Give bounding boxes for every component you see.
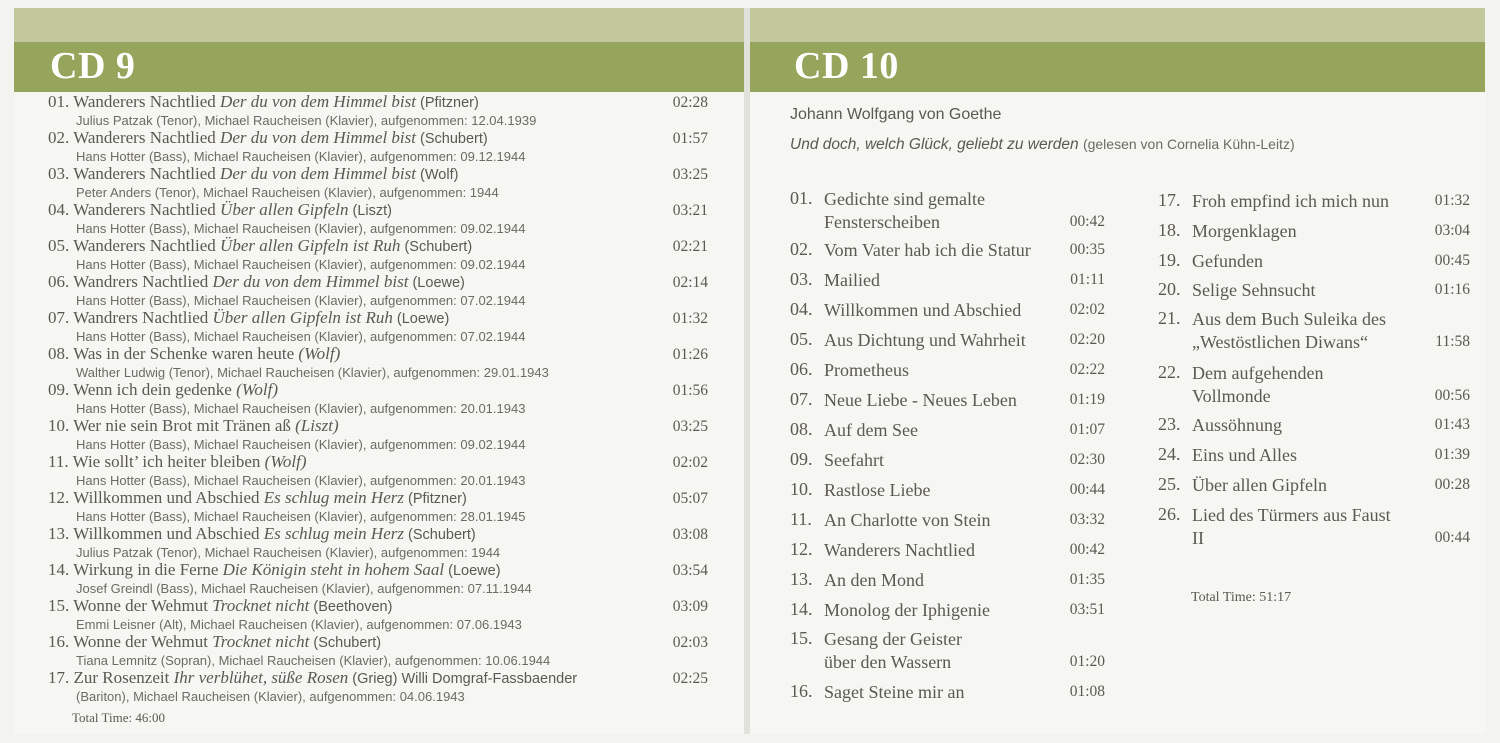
track-number: 25. <box>1158 474 1181 494</box>
track-subtitle: Der du von dem Himmel bist <box>212 272 409 291</box>
track-composer: (Schubert) <box>400 239 473 255</box>
track-row <box>48 236 708 272</box>
track-duration: 01:19 <box>1069 391 1105 408</box>
track-number: 02. <box>790 239 813 259</box>
track-number: 21. <box>1158 308 1181 328</box>
track-duration: 02:02 <box>672 454 708 471</box>
track-duration: 02:20 <box>1069 331 1105 348</box>
track-title: Wanderers Nachtlied <box>73 164 221 183</box>
track-duration: 01:32 <box>1434 192 1470 209</box>
track-number: 12. <box>790 539 813 559</box>
track-duration: 03:25 <box>672 418 708 435</box>
track-subtitle: Es schlug mein Herz <box>263 524 404 543</box>
track-performers: Hans Hotter (Bass), Michael Raucheisen (Klavier), aufgenommen: 20.01.1943 <box>76 473 526 488</box>
track-number: 20. <box>1158 279 1181 299</box>
track-performers: Tiana Lemnitz (Sopran), Michael Raucheisen (Klavier), aufgenommen: 10.06.1944 <box>76 653 551 668</box>
track-subtitle: (Wolf) <box>298 344 341 363</box>
track-row <box>48 596 708 632</box>
track-performers: Josef Greindl (Bass), Michael Raucheisen (Klavier), aufgenommen: 07.11.1944 <box>76 581 532 596</box>
track-line <box>48 524 476 544</box>
track-row <box>48 452 708 488</box>
track-duration: 11:58 <box>1435 333 1470 350</box>
track-line <box>48 452 307 472</box>
track-line <box>48 632 381 652</box>
track-number: 02. <box>48 128 70 147</box>
track-line <box>48 272 465 292</box>
track-number: 22. <box>1158 362 1181 382</box>
track-number: 11. <box>48 452 69 471</box>
track-title: Wonne der Wehmut <box>73 632 213 651</box>
track-duration: 03:09 <box>672 598 708 615</box>
track-line <box>48 488 467 508</box>
track-line <box>48 128 488 148</box>
track-subtitle: Der du von dem Himmel bist <box>220 164 416 183</box>
cd9-total-time: Total Time: 46:00 <box>72 710 165 725</box>
track-number: 06. <box>790 359 813 379</box>
track-duration: 01:39 <box>1434 446 1470 463</box>
track-row <box>1158 308 1470 356</box>
track-composer: (Pfitzner) <box>403 491 467 507</box>
cd9-panel <box>14 8 744 734</box>
track-number: 03. <box>48 164 70 183</box>
track-title: Lied des Türmers aus Faust II <box>1192 505 1391 548</box>
track-number: 17. <box>1158 190 1181 210</box>
track-line <box>48 308 449 328</box>
track-row <box>790 628 1105 676</box>
track-performers: Hans Hotter (Bass), Michael Raucheisen (Klavier), aufgenommen: 09.02.1944 <box>76 257 526 272</box>
track-duration: 05:07 <box>672 490 708 507</box>
track-performers: Hans Hotter (Bass), Michael Raucheisen (Klavier), aufgenommen: 07.02.1944 <box>76 329 526 344</box>
track-composer: (Liszt) <box>348 203 392 219</box>
track-duration: 01:11 <box>1070 271 1105 288</box>
track-number: 23. <box>1158 414 1181 434</box>
track-title: Selige Sehnsucht <box>1192 280 1316 300</box>
cd10-panel <box>750 8 1485 734</box>
track-subtitle: Der du von dem Himmel bist <box>220 92 416 111</box>
track-row <box>48 92 708 128</box>
track-title: Prometheus <box>824 360 909 380</box>
track-row <box>48 128 708 164</box>
track-duration: 01:43 <box>1434 416 1470 433</box>
track-composer: (Beethoven) <box>309 599 393 615</box>
track-number: 16. <box>48 632 70 651</box>
track-duration: 02:22 <box>1069 361 1105 378</box>
track-title: Rastlose Liebe <box>824 480 931 500</box>
track-title: Dem aufgehenden Vollmonde <box>1192 363 1324 406</box>
cd10-subtitle <box>790 136 1295 154</box>
track-title: Gedichte sind gemalte Fensterscheiben <box>824 189 985 232</box>
track-performers: Julius Patzak (Tenor), Michael Raucheisen (Klavier), aufgenommen: 12.04.1939 <box>76 113 537 128</box>
track-number: 14. <box>790 599 813 619</box>
track-number: 08. <box>48 344 70 363</box>
track-title: Wandrers Nachtlied <box>73 272 213 291</box>
track-duration: 00:35 <box>1069 241 1105 258</box>
track-title: Seefahrt <box>824 450 884 470</box>
track-number: 04. <box>48 200 70 219</box>
track-row <box>1158 362 1470 410</box>
track-row <box>790 681 1105 729</box>
track-performers: Hans Hotter (Bass), Michael Raucheisen (Klavier), aufgenommen: 09.12.1944 <box>76 149 526 164</box>
track-title: Was in der Schenke waren heute <box>73 344 299 363</box>
track-row <box>48 560 708 596</box>
track-row <box>48 632 708 668</box>
track-number: 10. <box>48 416 70 435</box>
track-number: 05. <box>48 236 70 255</box>
track-title: Zur Rosenzeit <box>73 668 174 687</box>
track-subtitle: Trocknet nicht <box>212 596 310 615</box>
track-number: 06. <box>48 272 70 291</box>
track-performers: Hans Hotter (Bass), Michael Raucheisen (Klavier), aufgenommen: 09.02.1944 <box>76 437 526 452</box>
track-title: Wonne der Wehmut <box>73 596 213 615</box>
track-number: 11. <box>790 509 812 529</box>
track-title: Gesang der Geister über den Wassern <box>824 629 962 672</box>
track-composer: (Loewe) <box>444 563 501 579</box>
track-number: 18. <box>1158 220 1181 240</box>
track-title: Auf dem See <box>824 420 918 440</box>
track-subtitle: Es schlug mein Herz <box>263 488 404 507</box>
track-number: 26. <box>1158 504 1181 524</box>
track-duration: 01:56 <box>672 382 708 399</box>
track-title: Monolog der Iphigenie <box>824 600 990 620</box>
track-duration: 00:56 <box>1434 387 1470 404</box>
track-number: 24. <box>1158 444 1181 464</box>
track-performers: Hans Hotter (Bass), Michael Raucheisen (Klavier), aufgenommen: 28.01.1945 <box>76 509 526 524</box>
track-duration: 00:44 <box>1069 481 1105 498</box>
track-row <box>48 200 708 236</box>
track-duration: 02:30 <box>1069 451 1105 468</box>
track-subtitle: (Wolf) <box>236 380 278 399</box>
track-number: 05. <box>790 329 813 349</box>
track-number: 01. <box>48 92 70 111</box>
subtitle-reader: (gelesen von Cornelia Kühn-Leitz) <box>1082 136 1295 152</box>
track-line <box>48 560 501 580</box>
track-number: 03. <box>790 269 813 289</box>
track-title: An den Mond <box>824 570 924 590</box>
track-row <box>790 188 1105 236</box>
track-number: 09. <box>48 380 70 399</box>
cd9-label: CD 9 <box>50 45 136 87</box>
track-subtitle: (Liszt) <box>295 416 339 435</box>
track-duration: 00:45 <box>1434 252 1470 269</box>
track-number: 04. <box>790 299 813 319</box>
track-number: 09. <box>790 449 813 469</box>
track-composer: (Loewe) <box>392 311 450 327</box>
cd10-label: CD 10 <box>794 45 899 87</box>
track-composer: (Schubert) <box>416 131 488 147</box>
track-row <box>48 164 708 200</box>
track-duration: 01:16 <box>1434 281 1470 298</box>
track-number: 16. <box>790 681 813 701</box>
track-subtitle: Trocknet nicht <box>212 632 310 651</box>
track-line <box>48 668 577 688</box>
track-number: 15. <box>48 596 70 615</box>
track-composer: (Schubert) <box>309 635 382 651</box>
track-number: 01. <box>790 188 813 208</box>
track-row <box>48 344 708 380</box>
track-duration: 03:21 <box>672 202 708 219</box>
track-duration: 00:42 <box>1069 213 1105 230</box>
track-duration: 03:32 <box>1069 511 1105 528</box>
track-number: 13. <box>48 524 70 543</box>
track-performers: Hans Hotter (Bass), Michael Raucheisen (Klavier), aufgenommen: 07.02.1944 <box>76 293 526 308</box>
track-duration: 00:28 <box>1434 476 1470 493</box>
track-title: Vom Vater hab ich die Statur <box>824 240 1031 260</box>
track-number: 13. <box>790 569 813 589</box>
track-duration: 02:28 <box>672 94 708 111</box>
track-title: Aussöhnung <box>1192 415 1283 435</box>
track-row <box>48 524 708 560</box>
track-subtitle: Über allen Gipfeln ist Ruh <box>220 236 401 255</box>
track-number: 17. <box>48 668 70 687</box>
track-title: Gefunden <box>1192 251 1263 271</box>
track-title: Wenn ich dein gedenke <box>73 380 237 399</box>
track-title: Wanderers Nachtlied <box>73 200 221 219</box>
track-performers: Peter Anders (Tenor), Michael Raucheisen (Klavier), aufgenommen: 1944 <box>76 185 499 200</box>
cd10-total-time: Total Time: 51:17 <box>1191 590 1292 605</box>
track-duration: 01:32 <box>672 310 708 327</box>
track-subtitle: Die Königin steht in hohem Saal <box>222 560 445 579</box>
track-duration: 03:51 <box>1069 601 1105 618</box>
track-subtitle: Über allen Gipfeln ist Ruh <box>212 308 393 327</box>
track-composer: (Pfitzner) <box>416 95 479 111</box>
track-title: Willkommen und Abschied <box>73 488 264 507</box>
track-subtitle: Ihr verblühet, süße Rosen <box>173 668 349 687</box>
track-line <box>48 344 340 364</box>
track-subtitle: (Wolf) <box>264 452 307 471</box>
track-title: Willkommen und Abschied <box>824 300 1022 320</box>
track-duration: 01:26 <box>672 346 708 363</box>
track-title: Eins und Alles <box>1192 445 1298 465</box>
track-title: Willkommen und Abschied <box>73 524 264 543</box>
track-row <box>48 380 708 416</box>
track-number: 14. <box>48 560 70 579</box>
track-title: Wanderers Nachtlied <box>73 236 221 255</box>
track-duration: 01:07 <box>1069 421 1105 438</box>
track-title: Wirkung in die Ferne <box>73 560 223 579</box>
track-title: Aus Dichtung und Wahrheit <box>824 330 1026 350</box>
track-composer: (Grieg) Willi Domgraf-Fassbaender <box>348 671 578 687</box>
track-row <box>48 308 708 344</box>
header-band <box>750 8 1485 42</box>
track-duration: 03:08 <box>672 526 708 543</box>
track-duration: 03:04 <box>1434 222 1470 239</box>
track-subtitle: Der du von dem Himmel bist <box>220 128 416 147</box>
track-performers: Hans Hotter (Bass), Michael Raucheisen (Klavier), aufgenommen: 09.02.1944 <box>76 221 526 236</box>
track-row <box>48 272 708 308</box>
track-duration: 03:25 <box>672 166 708 183</box>
track-title: Neue Liebe - Neues Leben <box>824 390 1017 410</box>
track-number: 19. <box>1158 250 1181 270</box>
track-duration: 00:42 <box>1069 541 1105 558</box>
track-performers: Emmi Leisner (Alt), Michael Raucheisen (Klavier), aufgenommen: 07.06.1943 <box>76 617 522 632</box>
track-duration: 02:21 <box>672 238 708 255</box>
track-row <box>48 416 708 452</box>
track-row <box>48 668 708 704</box>
track-subtitle: Über allen Gipfeln <box>220 200 349 219</box>
track-title: Wanderers Nachtlied <box>73 92 221 111</box>
track-number: 12. <box>48 488 70 507</box>
track-title: Aus dem Buch Suleika des „Westöstlichen Diwans“ <box>1192 309 1386 352</box>
track-title: Mailied <box>824 270 880 290</box>
track-title: Wandrers Nachtlied <box>73 308 213 327</box>
track-title: Morgenklagen <box>1192 221 1297 241</box>
track-number: 08. <box>790 419 813 439</box>
track-title: Saget Steine mir an <box>824 682 965 702</box>
track-duration: 00:44 <box>1434 529 1470 546</box>
track-title: Wanderers Nachtlied <box>824 540 975 560</box>
track-title: An Charlotte von Stein <box>824 510 991 530</box>
track-title: Wer nie sein Brot mit Tränen aß <box>73 416 296 435</box>
track-line <box>48 200 392 220</box>
track-title: Wanderers Nachtlied <box>73 128 221 147</box>
track-composer: (Wolf) <box>416 167 459 183</box>
track-performers: (Bariton), Michael Raucheisen (Klavier), aufgenommen: 04.06.1943 <box>76 689 465 704</box>
track-duration: 02:02 <box>1069 301 1105 318</box>
track-duration: 01:35 <box>1069 571 1105 588</box>
track-row <box>48 488 708 524</box>
track-performers: Walther Ludwig (Tenor), Michael Raucheisen (Klavier), aufgenommen: 29.01.1943 <box>76 365 549 380</box>
track-number: 07. <box>48 308 70 327</box>
track-line <box>48 164 458 184</box>
track-line <box>48 596 392 616</box>
track-line <box>48 236 472 256</box>
track-row <box>1158 504 1470 552</box>
track-number: 15. <box>790 628 813 648</box>
subtitle-title: Und doch, welch Glück, geliebt zu werden <box>790 136 1083 153</box>
track-composer: (Loewe) <box>408 275 465 291</box>
track-duration: 01:08 <box>1069 683 1105 700</box>
track-title: Über allen Gipfeln <box>1192 475 1327 495</box>
track-composer: (Schubert) <box>403 527 476 543</box>
track-duration: 02:03 <box>672 634 708 651</box>
track-duration: 01:20 <box>1069 653 1105 670</box>
track-performers: Julius Patzak (Tenor), Michael Raucheisen (Klavier), aufgenommen: 1944 <box>76 545 501 560</box>
track-performers: Hans Hotter (Bass), Michael Raucheisen (Klavier), aufgenommen: 20.01.1943 <box>76 401 526 416</box>
track-title: Froh empfind ich mich nun <box>1192 191 1389 211</box>
track-title: Wie sollt’ ich heiter bleiben <box>72 452 265 471</box>
track-line <box>48 92 479 112</box>
header-band <box>14 8 744 42</box>
track-duration: 02:14 <box>672 274 708 291</box>
author: Johann Wolfgang von Goethe <box>790 106 1002 123</box>
track-number: 07. <box>790 389 813 409</box>
track-duration: 02:25 <box>672 670 708 687</box>
track-line <box>48 416 339 436</box>
track-duration: 01:57 <box>672 130 708 147</box>
track-number: 10. <box>790 479 813 499</box>
track-line <box>48 380 278 400</box>
track-duration: 03:54 <box>672 562 708 579</box>
